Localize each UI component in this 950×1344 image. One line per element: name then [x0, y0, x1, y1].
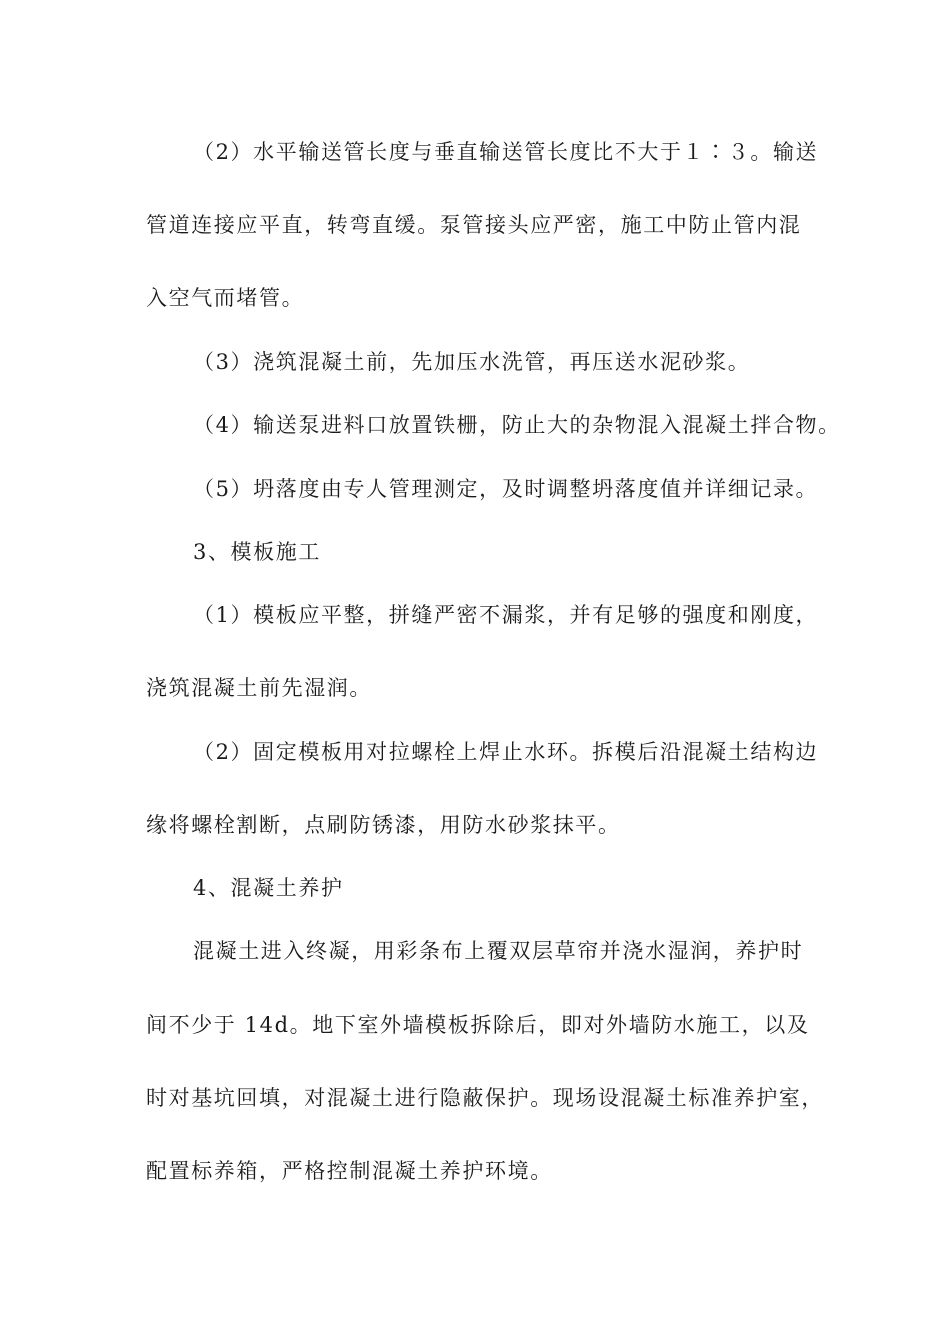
text-line: （1）模板应平整，拼缝严密不漏浆，并有足够的强度和刚度， — [193, 603, 819, 627]
text-line: 浇筑混凝土前先湿润。 — [146, 676, 372, 700]
text-line: （3）浇筑混凝土前，先加压水洗管，再压送水泥砂浆。 — [193, 350, 751, 374]
text-line: （5）坍落度由专人管理测定，及时调整坍落度值并详细记录。 — [193, 477, 819, 501]
text-line: 入空气而堵管。 — [146, 286, 305, 310]
text-line: 管道连接应平直，转弯直缓。泵管接头应严密，施工中防止管内混 — [146, 213, 802, 237]
text-line: （2）固定模板用对拉螺栓上焊止水环。拆模后沿混凝土结构边 — [193, 740, 819, 764]
section-heading: 3、模板施工 — [193, 540, 321, 564]
text-line: （2）水平输送管长度与垂直输送管长度比不大于１∶３。输送 — [193, 140, 819, 164]
text-line: 配置标养箱，严格控制混凝土养护环境。 — [146, 1159, 553, 1183]
text-line: 缘将螺栓割断，点刷防锈漆，用防水砂浆抹平。 — [146, 813, 621, 837]
section-heading: 4、混凝土养护 — [193, 876, 344, 900]
text-line: （4）输送泵进料口放置铁栅，防止大的杂物混入混凝土拌合物。 — [193, 413, 841, 437]
text-line: 时对基坑回填，对混凝土进行隐蔽保护。现场设混凝土标准养护室， — [146, 1086, 824, 1110]
text-line: 混凝土进入终凝，用彩条布上覆双层草帘并浇水湿润，养护时 — [193, 939, 804, 963]
text-line: 间不少于 14d。地下室外墙模板拆除后，即对外墙防水施工，以及 — [146, 1013, 810, 1037]
